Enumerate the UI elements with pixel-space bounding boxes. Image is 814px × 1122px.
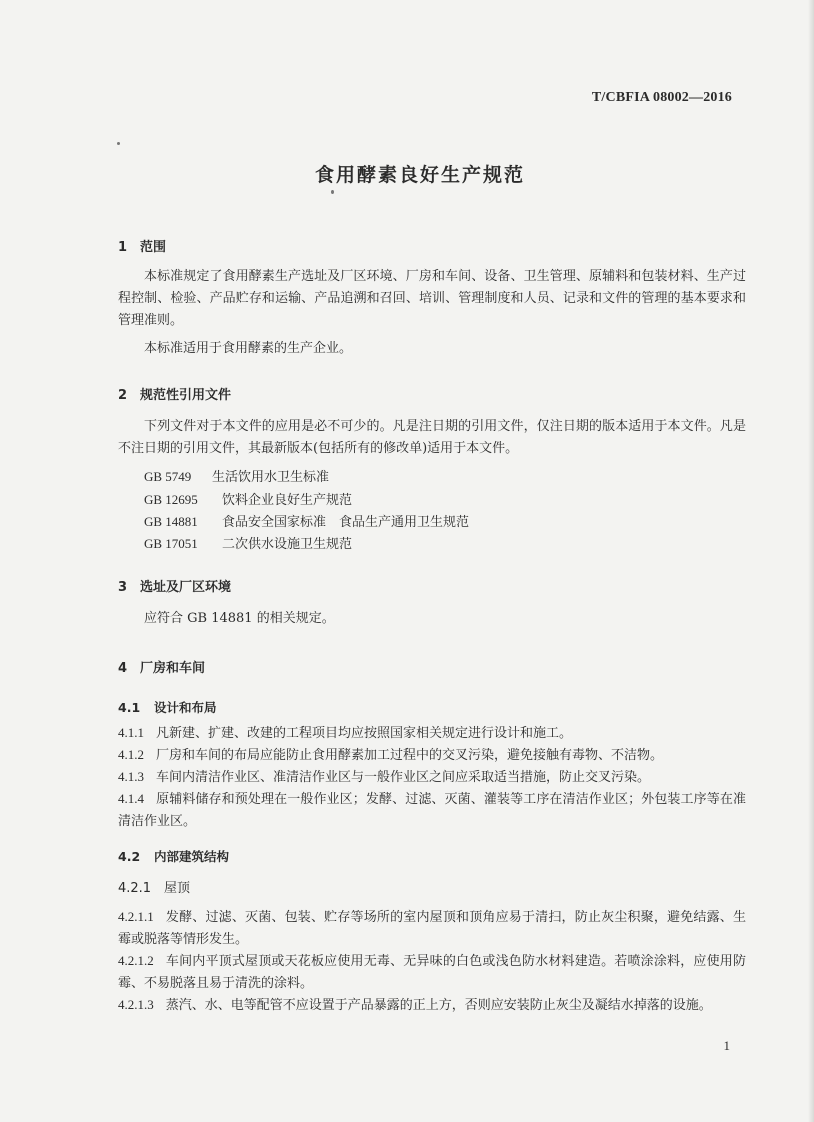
section-title: 范围 xyxy=(140,240,167,255)
section-3-paragraph: 应符合 GB 14881 的相关规定。 xyxy=(144,611,335,626)
subsection-title: 设计和布局 xyxy=(154,700,217,715)
subsection-4-2-1-heading xyxy=(118,877,190,896)
section-number: 4 xyxy=(118,661,128,676)
reference-code: GB 17051 xyxy=(144,536,198,551)
clause-number: 4.1.3 xyxy=(118,769,144,784)
subsection-number: 4.2.1 xyxy=(118,881,152,896)
clause-number: 4.2.1.2 xyxy=(118,953,154,968)
clause-text: 车间内清洁作业区、准清洁作业区与一般作业区之间应采取适当措施，防止交叉污染。 xyxy=(156,770,651,785)
clause-number: 4.1.4 xyxy=(118,791,144,806)
clause-4-2-1-3 xyxy=(118,994,746,1017)
clause-number: 4.2.1.1 xyxy=(118,909,154,924)
standard-code: T/CBFIA 08002—2016 xyxy=(591,90,732,105)
clause-4-1-3 xyxy=(118,766,746,789)
clause-text: 蒸汽、水、电等配管不应设置于产品暴露的正上方，否则应安装防止灰尘及凝结水掉落的设施。 xyxy=(165,998,712,1013)
clause-number: 4.1.2 xyxy=(118,747,144,762)
subsection-number: 4.1 xyxy=(118,700,141,715)
reference-name: 生活饮用水卫生标准 xyxy=(212,470,330,485)
subsection-4-1-heading xyxy=(118,698,217,716)
clause-4-1-1 xyxy=(118,722,746,745)
reference-code: GB 12695 xyxy=(144,492,198,507)
clause-text: 厂房和车间的布局应能防止食用酵素加工过程中的交叉污染，避免接触有毒物、不洁物。 xyxy=(156,748,664,763)
clause-4-1-4 xyxy=(118,788,746,833)
subsection-title: 屋顶 xyxy=(164,881,191,896)
clause-text: 发酵、过滤、灭菌、包装、贮存等场所的室内屋顶和顶角应易于清扫，防止灰尘积聚，避免结露、生霉或脱落等情形发生。 xyxy=(118,910,746,947)
section-number: 1 xyxy=(118,240,128,255)
reference-item xyxy=(144,466,329,485)
reference-item xyxy=(144,533,352,552)
reference-item xyxy=(144,511,469,530)
reference-item xyxy=(144,489,352,508)
section-4-heading xyxy=(118,657,205,676)
subsection-title: 内部建筑结构 xyxy=(154,849,230,864)
reference-name: 食品安全国家标准 食品生产通用卫生规范 xyxy=(222,515,470,530)
clause-4-1-2 xyxy=(118,744,746,767)
section-1-paragraph: 本标准规定了食用酵素生产选址及厂区环境、厂房和车间、设备、卫生管理、原辅料和包装材料、生产过程控制、检验、产品贮存和运输、产品追溯和召回、培训、管理制度和人员、记录和文件的管理的基本要求和管理准则。 xyxy=(118,269,746,328)
clause-4-2-1-1 xyxy=(118,906,746,951)
scan-speck xyxy=(117,142,120,145)
scan-speck xyxy=(331,190,334,194)
reference-code: GB 5749 xyxy=(144,469,192,484)
section-title: 厂房和车间 xyxy=(140,661,206,676)
page-number: 1 xyxy=(723,1038,730,1053)
clause-text: 原辅料储存和预处理在一般作业区；发酵、过滤、灭菌、灌装等工序在清洁作业区；外包装工序等在准清洁作业区。 xyxy=(118,792,746,829)
section-number: 2 xyxy=(118,388,128,403)
section-1-scope: 本标准适用于食用酵素的生产企业。 xyxy=(144,341,353,356)
section-2-paragraph: 下列文件对于本文件的应用是必不可少的。凡是注日期的引用文件，仅注日期的版本适用于本文件。凡是不注日期的引用文件，其最新版本(包括所有的修改单)适用于本文件。 xyxy=(118,419,746,456)
subsection-number: 4.2 xyxy=(118,849,141,864)
subsection-4-2-heading xyxy=(118,847,229,865)
section-title: 选址及厂区环境 xyxy=(140,580,232,595)
reference-name: 饮料企业良好生产规范 xyxy=(222,493,353,508)
document-title: 食用酵素良好生产规范 xyxy=(314,164,525,186)
clause-text: 凡新建、扩建、改建的工程项目均应按照国家相关规定进行设计和施工。 xyxy=(156,726,573,741)
reference-code: GB 14881 xyxy=(144,514,198,529)
section-2-heading xyxy=(118,384,231,403)
clause-number: 4.1.1 xyxy=(118,725,144,740)
reference-name: 二次供水设施卫生规范 xyxy=(222,537,353,552)
section-3-heading xyxy=(118,576,231,595)
clause-number: 4.2.1.3 xyxy=(118,997,154,1012)
section-title: 规范性引用文件 xyxy=(140,388,232,403)
clause-text: 车间内平顶式屋顶或天花板应使用无毒、无异味的白色或浅色防水材料建造。若喷涂涂料，应使用防霉、不易脱落且易于清洗的涂料。 xyxy=(118,954,746,991)
clause-4-2-1-2 xyxy=(118,950,746,995)
section-1-heading xyxy=(118,236,166,255)
section-number: 3 xyxy=(118,580,128,595)
